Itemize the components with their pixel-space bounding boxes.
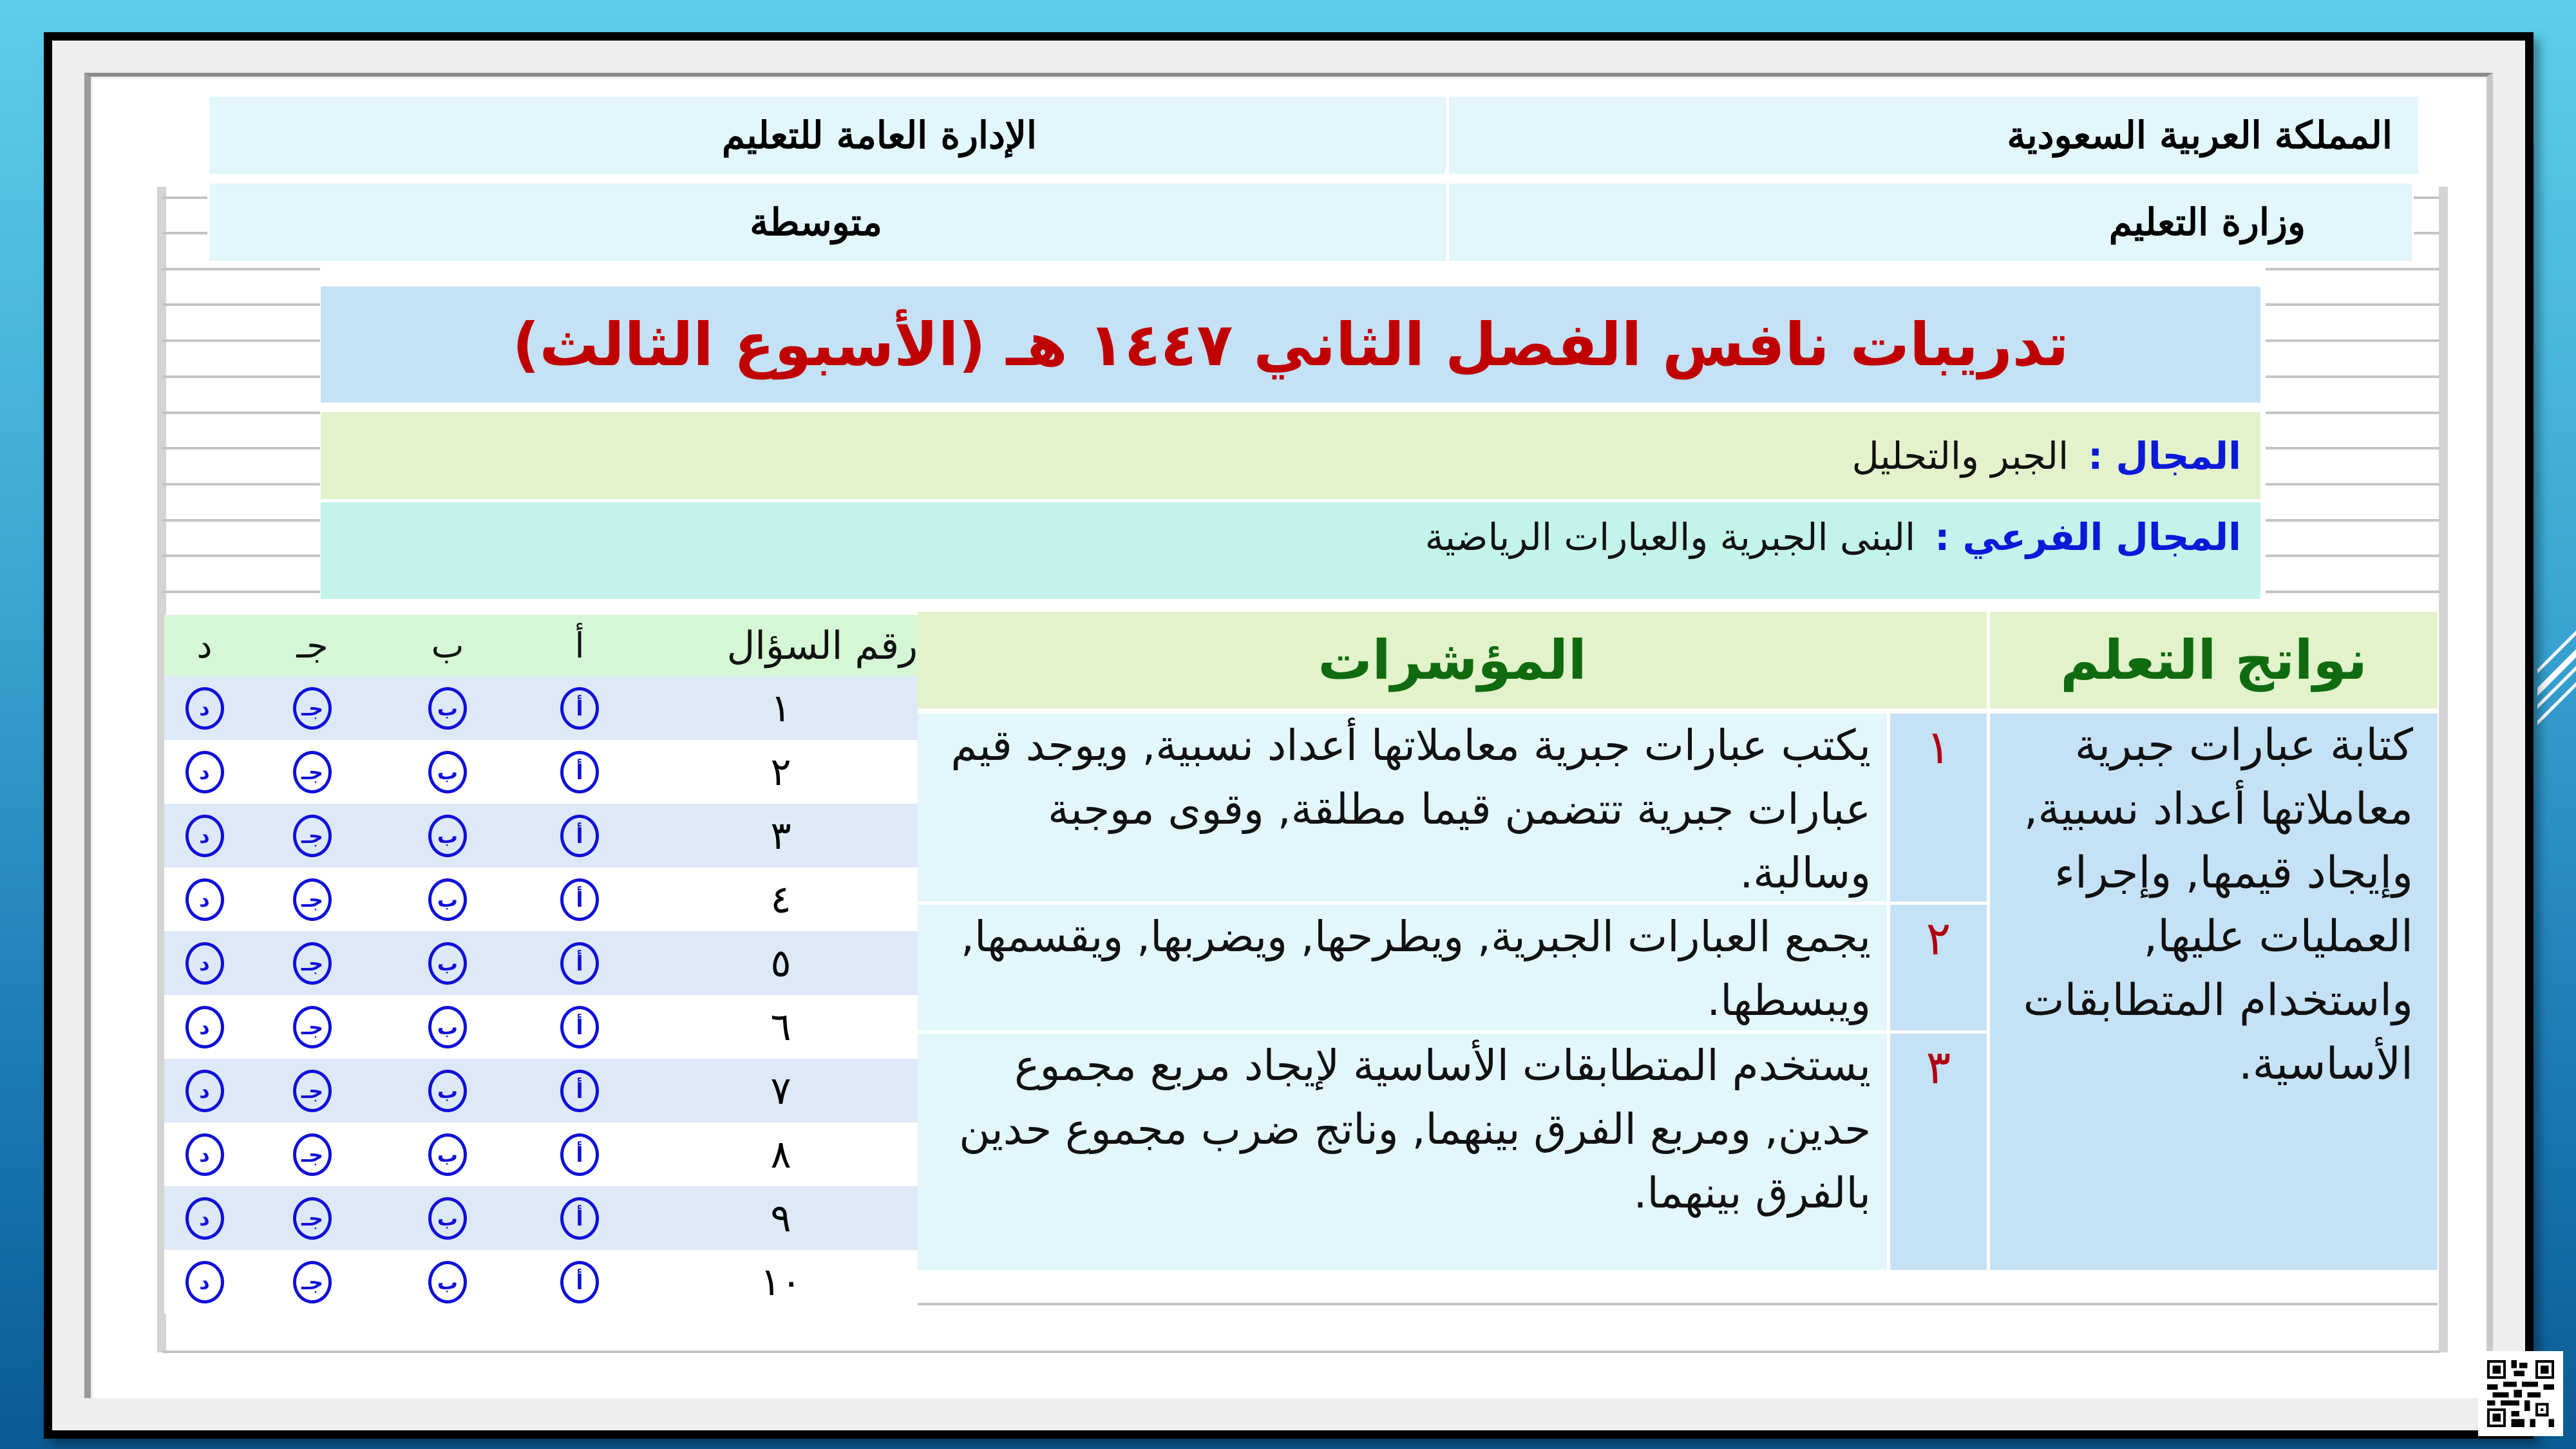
option-a-cell <box>515 878 644 921</box>
option-d-cell <box>164 1197 245 1240</box>
answer-bubble-b[interactable]: ب <box>428 1006 467 1048</box>
option-b-cell <box>380 1261 515 1303</box>
answer-row <box>164 804 918 867</box>
answer-bubble-a[interactable]: أ <box>560 942 599 985</box>
option-a-cell <box>515 1133 644 1176</box>
answer-bubble-b[interactable]: ب <box>428 1133 467 1176</box>
outcomes-table <box>918 612 2438 1270</box>
answer-bubble-a[interactable]: أ <box>560 1133 599 1176</box>
answer-row <box>164 1122 918 1186</box>
answer-bubble-b[interactable]: ب <box>428 1197 467 1240</box>
header-country: المملكة العربية السعودية <box>2007 113 2392 157</box>
answer-sheet-header <box>164 615 918 676</box>
indicator-text: يستخدم المتطابقات الأساسية لإيجاد مربع مجموع حدين, ومربع الفرق بينهما, وناتج ضرب مجموع حدين بالفرق بينهما. <box>918 1034 1887 1270</box>
learning-outcomes-header: نواتج التعلم <box>1990 612 2438 708</box>
answer-bubble-d[interactable]: د <box>185 1261 224 1303</box>
answer-bubble-d[interactable]: د <box>185 942 224 985</box>
question-number: ٥ <box>770 940 791 986</box>
answer-row <box>164 995 918 1059</box>
answer-bubble-a[interactable]: أ <box>560 1197 599 1240</box>
answer-bubble-a[interactable]: أ <box>560 1006 599 1048</box>
option-d-cell <box>164 1261 245 1303</box>
question-number: ٩ <box>770 1195 791 1241</box>
answer-bubble-b[interactable]: ب <box>428 751 467 793</box>
answer-row <box>164 1186 918 1250</box>
answer-bubble-b[interactable]: ب <box>428 815 467 857</box>
answer-bubble-a[interactable]: أ <box>560 1261 599 1303</box>
answer-row <box>164 867 918 931</box>
option-c-cell <box>245 878 380 921</box>
option-b-cell <box>380 815 515 857</box>
page-title: تدريبات نافس الفصل الثاني ١٤٤٧ هـ (الأسبوع الثالث) <box>512 310 2069 379</box>
option-b-cell <box>380 751 515 793</box>
answer-bubble-a[interactable]: أ <box>560 751 599 793</box>
option-b-cell <box>380 1006 515 1048</box>
option-d-cell <box>164 687 245 730</box>
question-number: ٧ <box>770 1068 791 1113</box>
answer-bubble-a[interactable]: أ <box>560 687 599 730</box>
answer-bubble-d[interactable]: د <box>185 1006 224 1048</box>
qr-code-icon <box>2487 1360 2554 1427</box>
question-number: ٣ <box>770 813 791 858</box>
option-d-cell <box>164 1070 245 1112</box>
answer-bubble-c[interactable]: جـ <box>293 815 332 857</box>
option-c-cell <box>245 687 380 730</box>
header-option-a: أ <box>574 625 585 666</box>
option-c-cell <box>245 815 380 857</box>
answer-bubble-a[interactable]: أ <box>560 815 599 857</box>
header-option-c: جـ <box>296 625 328 666</box>
option-b-cell <box>380 1133 515 1176</box>
answer-bubble-c[interactable]: جـ <box>293 1133 332 1176</box>
option-b-cell <box>380 687 515 730</box>
answer-bubble-c[interactable]: جـ <box>293 687 332 730</box>
decorative-stripes <box>2537 618 2576 747</box>
learning-outcome-text: كتابة عبارات جبرية معاملاتها أعداد نسبية, وإيجاد قيمها, وإجراء العمليات عليها, واستخدام المتطابقات الأساسية. <box>1990 714 2438 1270</box>
answer-bubble-d[interactable]: د <box>185 815 224 857</box>
answer-bubble-c[interactable]: جـ <box>293 1261 332 1303</box>
indicator-number: ٣ <box>1890 1034 1987 1270</box>
answer-bubble-d[interactable]: د <box>185 878 224 921</box>
question-number: ٨ <box>770 1132 791 1177</box>
option-a-cell <box>515 751 644 793</box>
option-a-cell <box>515 1070 644 1112</box>
answer-bubble-d[interactable]: د <box>185 1070 224 1112</box>
option-c-cell <box>245 1133 380 1176</box>
option-a-cell <box>515 1261 644 1303</box>
answer-bubble-d[interactable]: د <box>185 1133 224 1176</box>
answer-bubble-b[interactable]: ب <box>428 942 467 985</box>
header-option-d: د <box>196 625 213 666</box>
indicator-number: ١ <box>1890 714 1987 902</box>
option-d-cell <box>164 878 245 921</box>
header-administration: الإدارة العامة للتعليم <box>721 113 1037 157</box>
indicator-text: يكتب عبارات جبرية معاملاتها أعداد نسبية, ويوجد قيم عبارات جبرية تتضمن قيما مطلقة, وقوى موجبة وسالبة. <box>918 714 1887 902</box>
option-a-cell <box>515 815 644 857</box>
answer-bubble-c[interactable]: جـ <box>293 878 332 921</box>
question-number: ١ <box>770 685 791 731</box>
answer-row <box>164 931 918 995</box>
answer-bubble-a[interactable]: أ <box>560 1070 599 1112</box>
domain-value: الجبر والتحليل <box>1852 433 2069 478</box>
title-banner <box>321 287 2260 402</box>
header-ministry-cell <box>1449 184 2412 261</box>
subdomain-value: البنى الجبرية والعبارات الرياضية <box>1425 515 1916 559</box>
subdomain-row <box>321 502 2260 599</box>
domain-row <box>321 412 2260 499</box>
option-b-cell <box>380 942 515 985</box>
option-c-cell <box>245 1070 380 1112</box>
option-c-cell <box>245 751 380 793</box>
header-administration-cell <box>209 97 1446 174</box>
option-a-cell <box>515 1197 644 1240</box>
answer-bubble-b[interactable]: ب <box>428 878 467 921</box>
option-a-cell <box>515 942 644 985</box>
option-a-cell <box>515 1006 644 1048</box>
domain-label: المجال : <box>2088 433 2241 478</box>
question-number: ٢ <box>770 749 791 795</box>
answer-bubble-c[interactable]: جـ <box>293 1197 332 1240</box>
option-b-cell <box>380 878 515 921</box>
header-option-b: ب <box>431 625 464 666</box>
option-a-cell <box>515 687 644 730</box>
question-number: ٤ <box>770 876 791 922</box>
option-b-cell <box>380 1197 515 1240</box>
indicator-number: ٢ <box>1890 905 1987 1030</box>
answer-row <box>164 740 918 804</box>
header-stage-cell <box>209 184 1446 261</box>
header-question-number: رقم السؤال <box>726 623 918 668</box>
indicator-text: يجمع العبارات الجبرية, ويطرحها, ويضربها, ويقسمها, ويبسطها. <box>918 905 1887 1030</box>
answer-row <box>164 1250 918 1314</box>
option-c-cell <box>245 1197 380 1240</box>
answer-bubble-c[interactable]: جـ <box>293 1006 332 1048</box>
answer-bubble-c[interactable]: جـ <box>293 751 332 793</box>
answer-rows <box>164 676 918 1314</box>
option-c-cell <box>245 1261 380 1303</box>
answer-bubble-c[interactable]: جـ <box>293 942 332 985</box>
answer-bubble-d[interactable]: د <box>185 751 224 793</box>
option-b-cell <box>380 1070 515 1112</box>
answer-bubble-c[interactable]: جـ <box>293 1070 332 1112</box>
answer-bubble-b[interactable]: ب <box>428 687 467 730</box>
option-d-cell <box>164 1006 245 1048</box>
option-d-cell <box>164 751 245 793</box>
indicators-header: المؤشرات <box>918 612 1987 708</box>
option-d-cell <box>164 815 245 857</box>
answer-bubble-d[interactable]: د <box>185 1197 224 1240</box>
option-d-cell <box>164 942 245 985</box>
option-c-cell <box>245 1006 380 1048</box>
subdomain-label: المجال الفرعي : <box>1935 515 2241 559</box>
answer-bubble-b[interactable]: ب <box>428 1070 467 1112</box>
option-c-cell <box>245 942 380 985</box>
qr-code[interactable] <box>2478 1351 2563 1436</box>
answer-bubble-d[interactable]: د <box>185 687 224 730</box>
option-d-cell <box>164 1133 245 1176</box>
question-number: ١٠ <box>760 1259 802 1305</box>
header-ministry: وزارة التعليم <box>2108 200 2306 244</box>
answer-bubble-a[interactable]: أ <box>560 878 599 921</box>
answer-sheet <box>164 615 918 1314</box>
question-number: ٦ <box>770 1004 791 1050</box>
header-school-stage: متوسطة <box>750 200 882 244</box>
answer-row <box>164 1059 918 1122</box>
header-country-cell <box>1449 97 2418 174</box>
answer-bubble-b[interactable]: ب <box>428 1261 467 1303</box>
answer-row <box>164 676 918 740</box>
